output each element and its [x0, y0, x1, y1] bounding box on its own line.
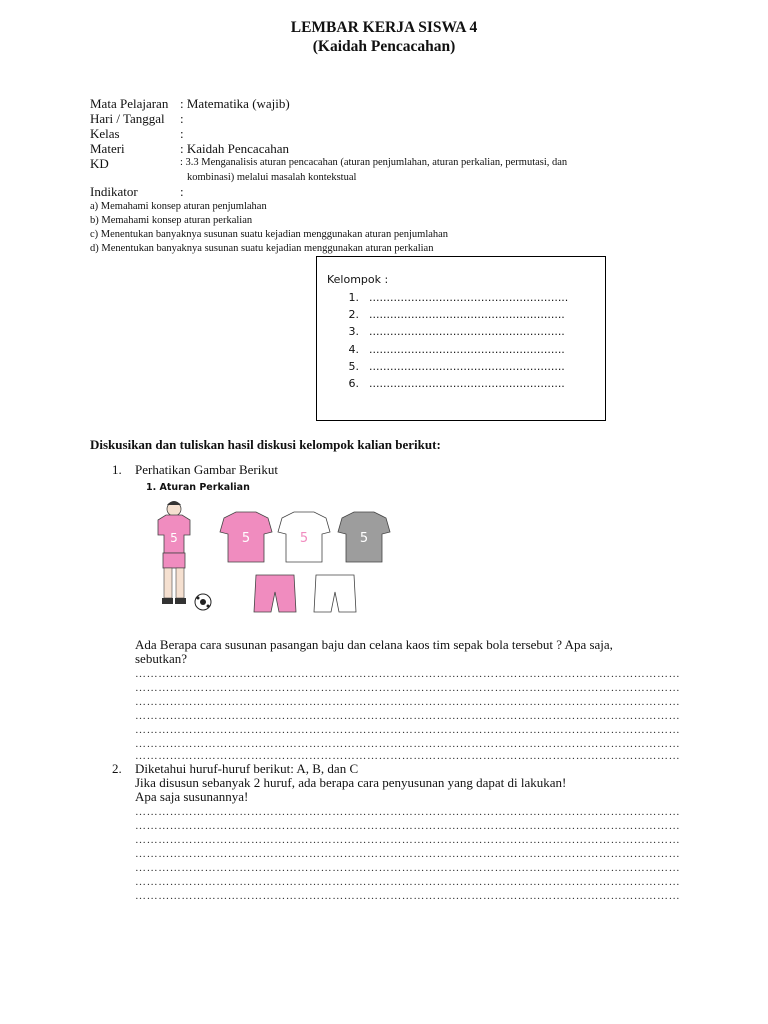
- indikator-item: a) Memahami konsep aturan penjumlahan: [90, 201, 267, 212]
- kelompok-list: [327, 291, 568, 394]
- indikator-item: b) Memahami konsep aturan perkalian: [90, 215, 253, 226]
- kelompok-member-row[interactable]: 1. .........................................................: [348, 291, 569, 304]
- kd-value-1: : 3.3 Menganalisis aturan pencacahan (aturan penjumlahan, aturan perkalian, permutasi, dan: [180, 157, 568, 168]
- figure-title: 1. Aturan Perkalian: [146, 482, 250, 493]
- shirt-grey: [338, 512, 390, 562]
- answer-line[interactable]: ……………………………………………………………………………………………………………………………: [135, 738, 680, 750]
- indikator-list: [90, 200, 657, 256]
- answer-line[interactable]: ……………………………………………………………………………………………………………………………: [135, 848, 680, 860]
- q2-number: 2.: [112, 761, 122, 776]
- answer-line[interactable]: ……………………………………………………………………………………………………………………………: [135, 710, 680, 722]
- kelompok-member-row[interactable]: 2. ........................................................: [348, 308, 565, 322]
- materi-value: : Kaidah Pencacahan: [180, 141, 290, 156]
- answer-line[interactable]: ……………………………………………………………………………………………………………………………: [135, 820, 680, 832]
- player-illustration: [158, 501, 190, 604]
- q2-text-3: Apa saja susunannya!: [135, 789, 249, 804]
- kd-label: KD: [90, 156, 109, 171]
- answer-line[interactable]: ……………………………………………………………………………………………………………………………: [135, 876, 680, 888]
- mapel-label: Mata Pelajaran: [90, 96, 169, 111]
- shorts-pink: [254, 575, 296, 612]
- q1-text-1: Ada Berapa cara susunan pasangan baju dan celana kaos tim sepak bola tersebut ? Apa saja,: [135, 637, 613, 652]
- indikator-label: Indikator: [90, 184, 138, 199]
- kelompok-member-row[interactable]: 3. ........................................................: [348, 325, 565, 339]
- indikator-value: :: [180, 184, 184, 199]
- hari-value: :: [180, 111, 184, 126]
- svg-text:5: 5: [299, 531, 309, 546]
- worksheet-subtitle: (Kaidah Pencacahan): [312, 38, 456, 55]
- answer-line[interactable]: ……………………………………………………………………………………………………………………………: [135, 682, 680, 694]
- kelas-value: :: [180, 126, 184, 141]
- mapel-value: : Matematika (wajib): [180, 96, 290, 111]
- kelompok-box: [316, 256, 606, 421]
- indikator-item: d) Menentukan banyaknya susunan suatu kejadian menggunakan aturan perkalian: [90, 243, 434, 254]
- svg-text:5: 5: [241, 531, 251, 546]
- materi-label: Materi: [90, 141, 125, 156]
- kelas-label: Kelas: [90, 126, 120, 141]
- kelompok-member-row[interactable]: 5. ........................................................: [348, 359, 565, 373]
- shorts-white: [314, 575, 356, 612]
- answer-line[interactable]: ……………………………………………………………………………………………………………………………: [135, 806, 680, 818]
- ball-icon: [195, 594, 211, 610]
- q1-text-2: sebutkan?: [135, 651, 187, 666]
- worksheet-title: LEMBAR KERJA SISWA 4: [290, 19, 478, 36]
- hari-label: Hari / Tanggal: [90, 111, 165, 126]
- answer-line[interactable]: ……………………………………………………………………………………………………………………………: [135, 668, 680, 680]
- q1-lead: Perhatikan Gambar Berikut: [135, 462, 278, 477]
- shirt-white: [278, 512, 330, 562]
- kelompok-member-row[interactable]: 4. ........................................................: [348, 342, 565, 356]
- answer-line[interactable]: ……………………………………………………………………………………………………………………………: [135, 890, 680, 902]
- shirt-pink: [220, 512, 272, 562]
- answer-line[interactable]: ……………………………………………………………………………………………………………………………: [135, 696, 680, 708]
- answer-line[interactable]: ……………………………………………………………………………………………………………………………: [135, 834, 680, 846]
- kd-value-2: kombinasi) melalui masalah kontekstual: [187, 172, 357, 183]
- answer-line[interactable]: ……………………………………………………………………………………………………………………………: [135, 862, 680, 874]
- instruction-heading: Diskusikan dan tuliskan hasil diskusi kelompok kalian berikut:: [90, 437, 441, 452]
- q2-text-1: Diketahui huruf-huruf berikut: A, B, dan C: [135, 761, 359, 776]
- kelompok-label: Kelompok :: [327, 273, 389, 286]
- q2-text-2: Jika disusun sebanyak 2 huruf, ada berapa cara penyusunan yang dapat di lakukan!: [135, 775, 567, 790]
- info-block: [90, 96, 657, 256]
- q1-number: 1.: [112, 462, 122, 477]
- indikator-item: c) Menentukan banyaknya susunan suatu kejadian menggunakan aturan penjumlahan: [90, 229, 449, 240]
- svg-text:5: 5: [359, 531, 369, 546]
- svg-text:5: 5: [170, 531, 178, 545]
- answer-line[interactable]: ……………………………………………………………………………………………………………………………: [135, 750, 680, 762]
- uniform-figure: [136, 480, 406, 625]
- answer-line[interactable]: ……………………………………………………………………………………………………………………………: [135, 724, 680, 736]
- kelompok-member-row[interactable]: 6. ........................................................: [348, 376, 565, 390]
